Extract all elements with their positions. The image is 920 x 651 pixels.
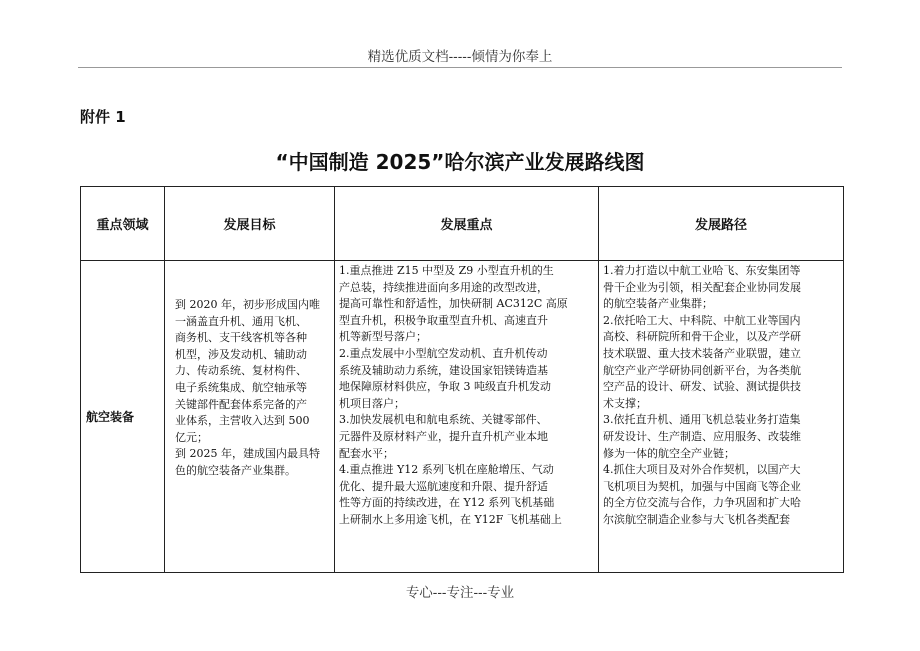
path-cell [599,261,844,573]
path-text [599,261,843,538]
goal-line: 关键部件配套体系完备的产 [175,397,307,411]
page-footer: 专心---专注---专业 [405,585,515,601]
focus-line: 机等新型号落户； [339,330,427,344]
path-line: 的全方位交流与合作，力争巩固和扩大哈 [603,496,801,510]
goal-line: 业体系，主营收入达到 500 [175,414,310,428]
roadmap-table [80,186,844,573]
focus-line: 地保障原材料供应，争取 3 吨级直升机发动 [339,380,551,394]
path-line: 1.着力打造以中航工业哈飞、东安集团等 [603,264,801,277]
goal-line: 一涵盖直升机、通用飞机、 [175,314,307,328]
path-line: 3.依托直升机、通用飞机总装业务打造集 [603,413,801,427]
table-header-row [81,187,844,261]
path-line: 2.依托哈工大、中科院、中航工业等国内 [603,313,801,327]
table-row [81,261,844,573]
focus-line: 系统及辅助动力系统，建设国家铝镁铸造基 [339,363,548,377]
path-line: 4.抓住大项目及对外合作契机，以国产大 [603,463,801,477]
goal-text [165,261,334,572]
focus-line: 元器件及原材料产业，提升直升机产业本地 [339,429,548,443]
focus-line: 提高可靠性和舒适性，加快研制 AC312C 高原 [339,297,568,311]
focus-text [335,261,598,538]
path-line: 术支撑； [603,396,647,410]
focus-line: 产总装，持续推进面向多用途的改型改进， [339,280,548,294]
path-line: 研发设计、生产制造、应用服务、改装维 [603,429,801,443]
goal-line: 机型，涉及发动机、辅助动 [175,347,307,361]
goal-line: 力、传动系统、复材构件、 [175,364,307,378]
goal-line: 色的航空装备产业集群。 [175,463,296,477]
path-line: 修为一体的航空全产业链； [603,446,735,460]
focus-line: 上研制水上多用途飞机，在 Y12F 飞机基础上 [339,512,562,526]
document-title: “中国制造 2025”哈尔滨产业发展路线图 [275,150,645,174]
page-header: 精选优质文档-----倾情为你奉上 [367,49,553,65]
focus-cell [335,261,599,573]
goal-line: 商务机、支干线客机等各种 [175,331,307,345]
path-line: 高校、科研院所和骨干企业，以及产学研 [603,330,801,344]
focus-line: 性等方面的持续改进，在 Y12 系列飞机基础 [339,496,555,510]
column-header-goal: 发展目标 [165,187,335,261]
column-header-focus: 发展重点 [335,187,599,261]
focus-line: 优化、提升最大巡航速度和升限、提升舒适 [339,479,548,493]
goal-line: 电子系统集成、航空轴承等 [175,380,307,394]
domain-cell: 航空装备 [81,261,165,573]
path-line: 技术联盟、重大技术装备产业联盟，建立 [603,346,801,360]
focus-line: 4.重点推进 Y12 系列飞机在座舱增压、气动 [339,463,554,477]
column-header-domain: 重点领域 [81,187,165,261]
goal-line: 到 2020 年，初步形成国内唯 [175,298,320,311]
focus-line: 型直升机，积极争取重型直升机、高速直升 [339,313,548,327]
focus-line: 2.重点发展中小型航空发动机、直升机传动 [339,346,548,360]
goal-cell [165,261,335,573]
path-line: 航空产业产学研协同创新平台，为各类航 [603,363,801,377]
header-divider [78,67,842,68]
path-line: 尔滨航空制造企业参与大飞机各类配套 [603,512,790,526]
path-line: 空产品的设计、研发、试验、测试提供技 [603,380,801,394]
goal-line: 到 2025 年，建成国内最具特 [175,447,320,461]
path-line: 骨干企业为引领，相关配套企业协同发展 [603,280,801,294]
focus-line: 1.重点推进 Z15 中型及 Z9 小型直升机的生 [339,264,554,277]
path-line: 的航空装备产业集群； [603,297,713,311]
focus-line: 3.加快发展机电和航电系统、关键零部件、 [339,413,548,427]
column-header-path: 发展路径 [599,187,844,261]
focus-line: 机项目落户； [339,396,405,410]
annex-label: 附件 1 [80,108,126,126]
focus-line: 配套水平； [339,446,394,460]
goal-line: 亿元； [175,430,208,444]
path-line: 飞机项目为契机，加强与中国商飞等企业 [603,479,801,493]
